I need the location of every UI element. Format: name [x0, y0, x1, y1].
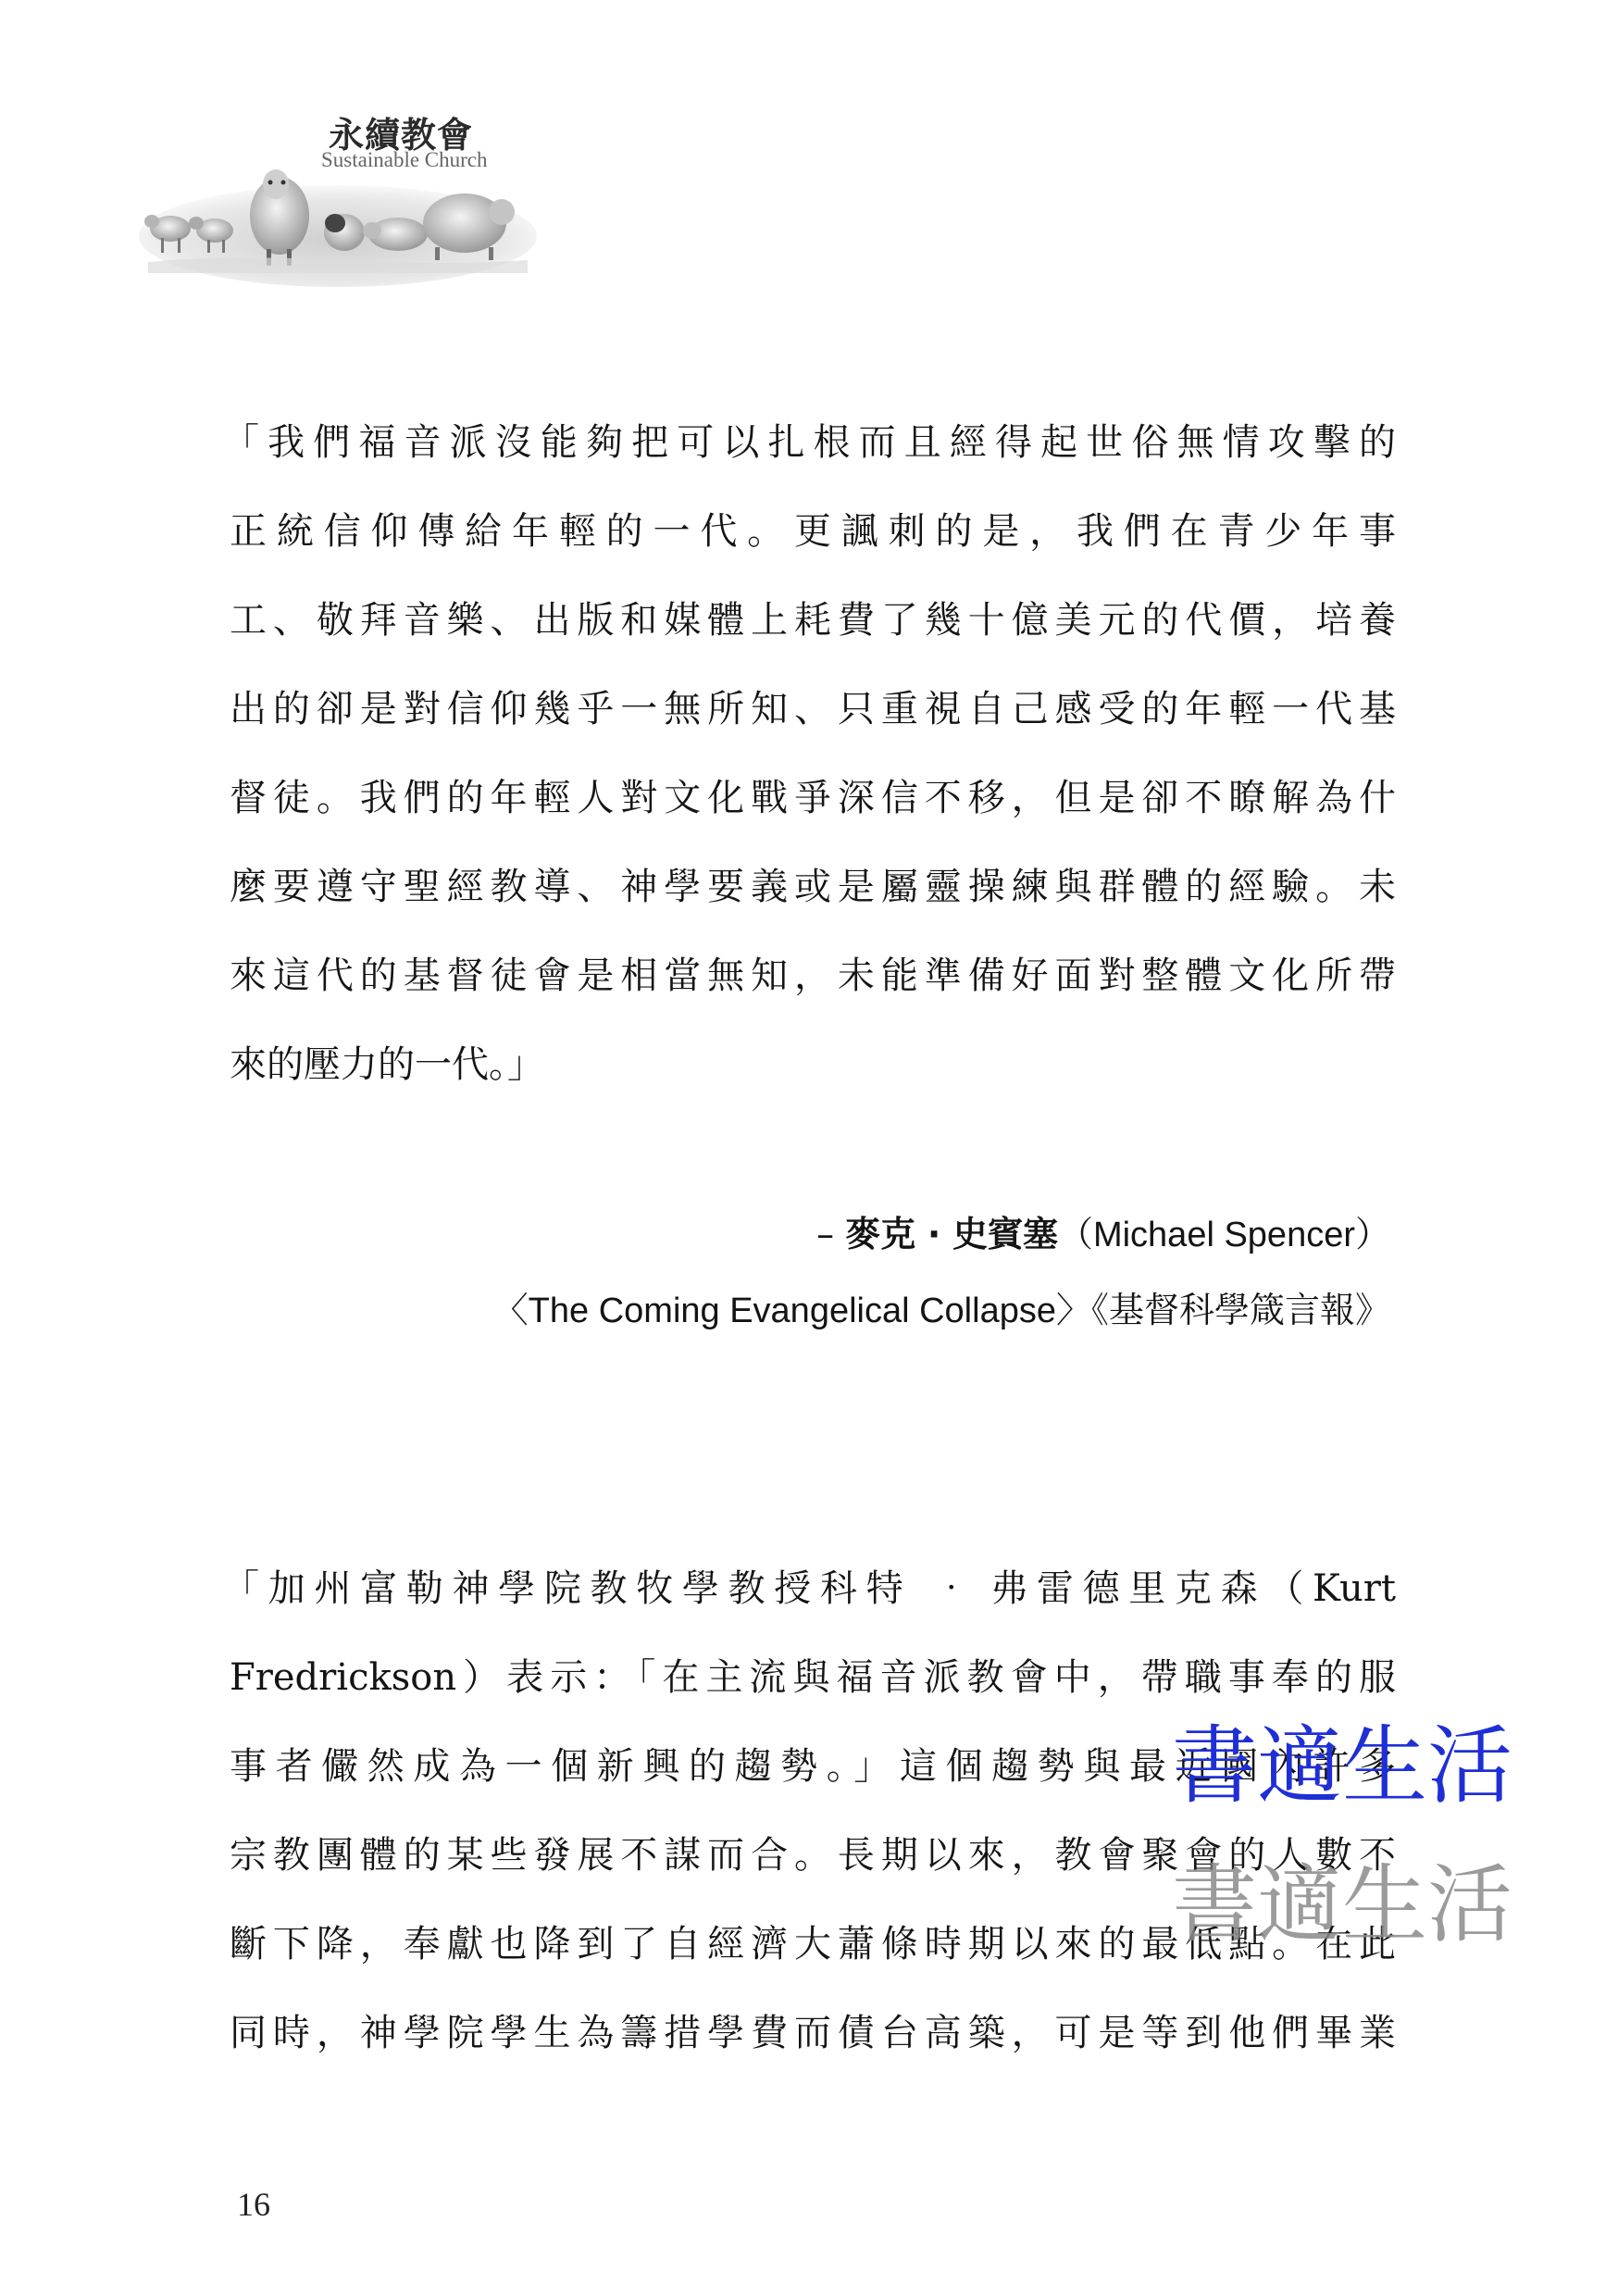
- quote-line: 斷下降，奉獻也降到了自經濟大蕭條時期以來的最低點。在此: [230, 1923, 1396, 1965]
- logo-subtitle: Sustainable Church: [321, 148, 488, 171]
- attribution-source: [493, 1281, 1390, 1332]
- article-title: 〈The Coming Evangelical Collapse〉: [492, 1292, 1091, 1330]
- watermark-blue: 書適生活: [1172, 1716, 1513, 1816]
- quote-line: 督徒。我們的年輕人對文化戰爭深信不移，但是卻不瞭解為什: [230, 777, 1396, 819]
- watermark-gray: 書適生活: [1172, 1855, 1513, 1954]
- quote-line: 出的卻是對信仰幾乎一無所知、只重視自己感受的年輕一代基: [230, 688, 1396, 730]
- page-number: 16: [237, 2186, 270, 2223]
- quote-line: Fredrickson）表示：「在主流與福音派教會中，帶職事奉的服: [230, 1656, 1396, 1699]
- quote-line: 麼要遵守聖經教導、神學要義或是屬靈操練與群體的經驗。未: [230, 866, 1396, 908]
- quote-line: 同時，神學院學生為籌措學費而債台高築，可是等到他們畢業: [230, 2012, 1396, 2054]
- header-logo: [130, 88, 537, 287]
- quote-line: 來這代的基督徒會是相當無知，未能準備好面對整體文化所帶: [230, 955, 1396, 997]
- quote-line: 宗教團體的某些發展不謀而合。長期以來，教會聚會的人數不: [230, 1834, 1396, 1877]
- quote-line: 工、敬拜音樂、出版和媒體上耗費了幾十億美元的代價，培養: [230, 599, 1396, 642]
- attribution-dash: –: [816, 1214, 846, 1254]
- quote-line: 正統信仰傳給年輕的一代。更諷刺的是，我們在青少年事: [230, 510, 1396, 553]
- author-name-en: （Michael Spencer）: [1057, 1216, 1390, 1254]
- quote-paragraph-1: [222, 413, 1396, 1124]
- quote-line: 「加州富勒神學院教牧學教授科特 ‧ 弗雷德里克森（Kurt: [222, 1567, 1396, 1610]
- publication-name: 《基督科學箴言報》: [1090, 1290, 1390, 1330]
- author-name-cn: 麥克 ‧ 史賓塞: [845, 1214, 1058, 1254]
- quote-line: 「我們福音派沒能夠把可以扎根而且經得起世俗無情攻擊的: [222, 421, 1396, 464]
- attribution-author: [816, 1205, 1390, 1256]
- quote-line: 來的壓力的一代。」: [230, 1043, 544, 1086]
- quote-line: 事者儼然成為一個新興的趨勢。」這個趨勢與最近國內許多: [230, 1745, 1396, 1788]
- logo-title: 永續教會: [329, 114, 474, 156]
- quote-paragraph-2: [222, 1559, 1396, 2092]
